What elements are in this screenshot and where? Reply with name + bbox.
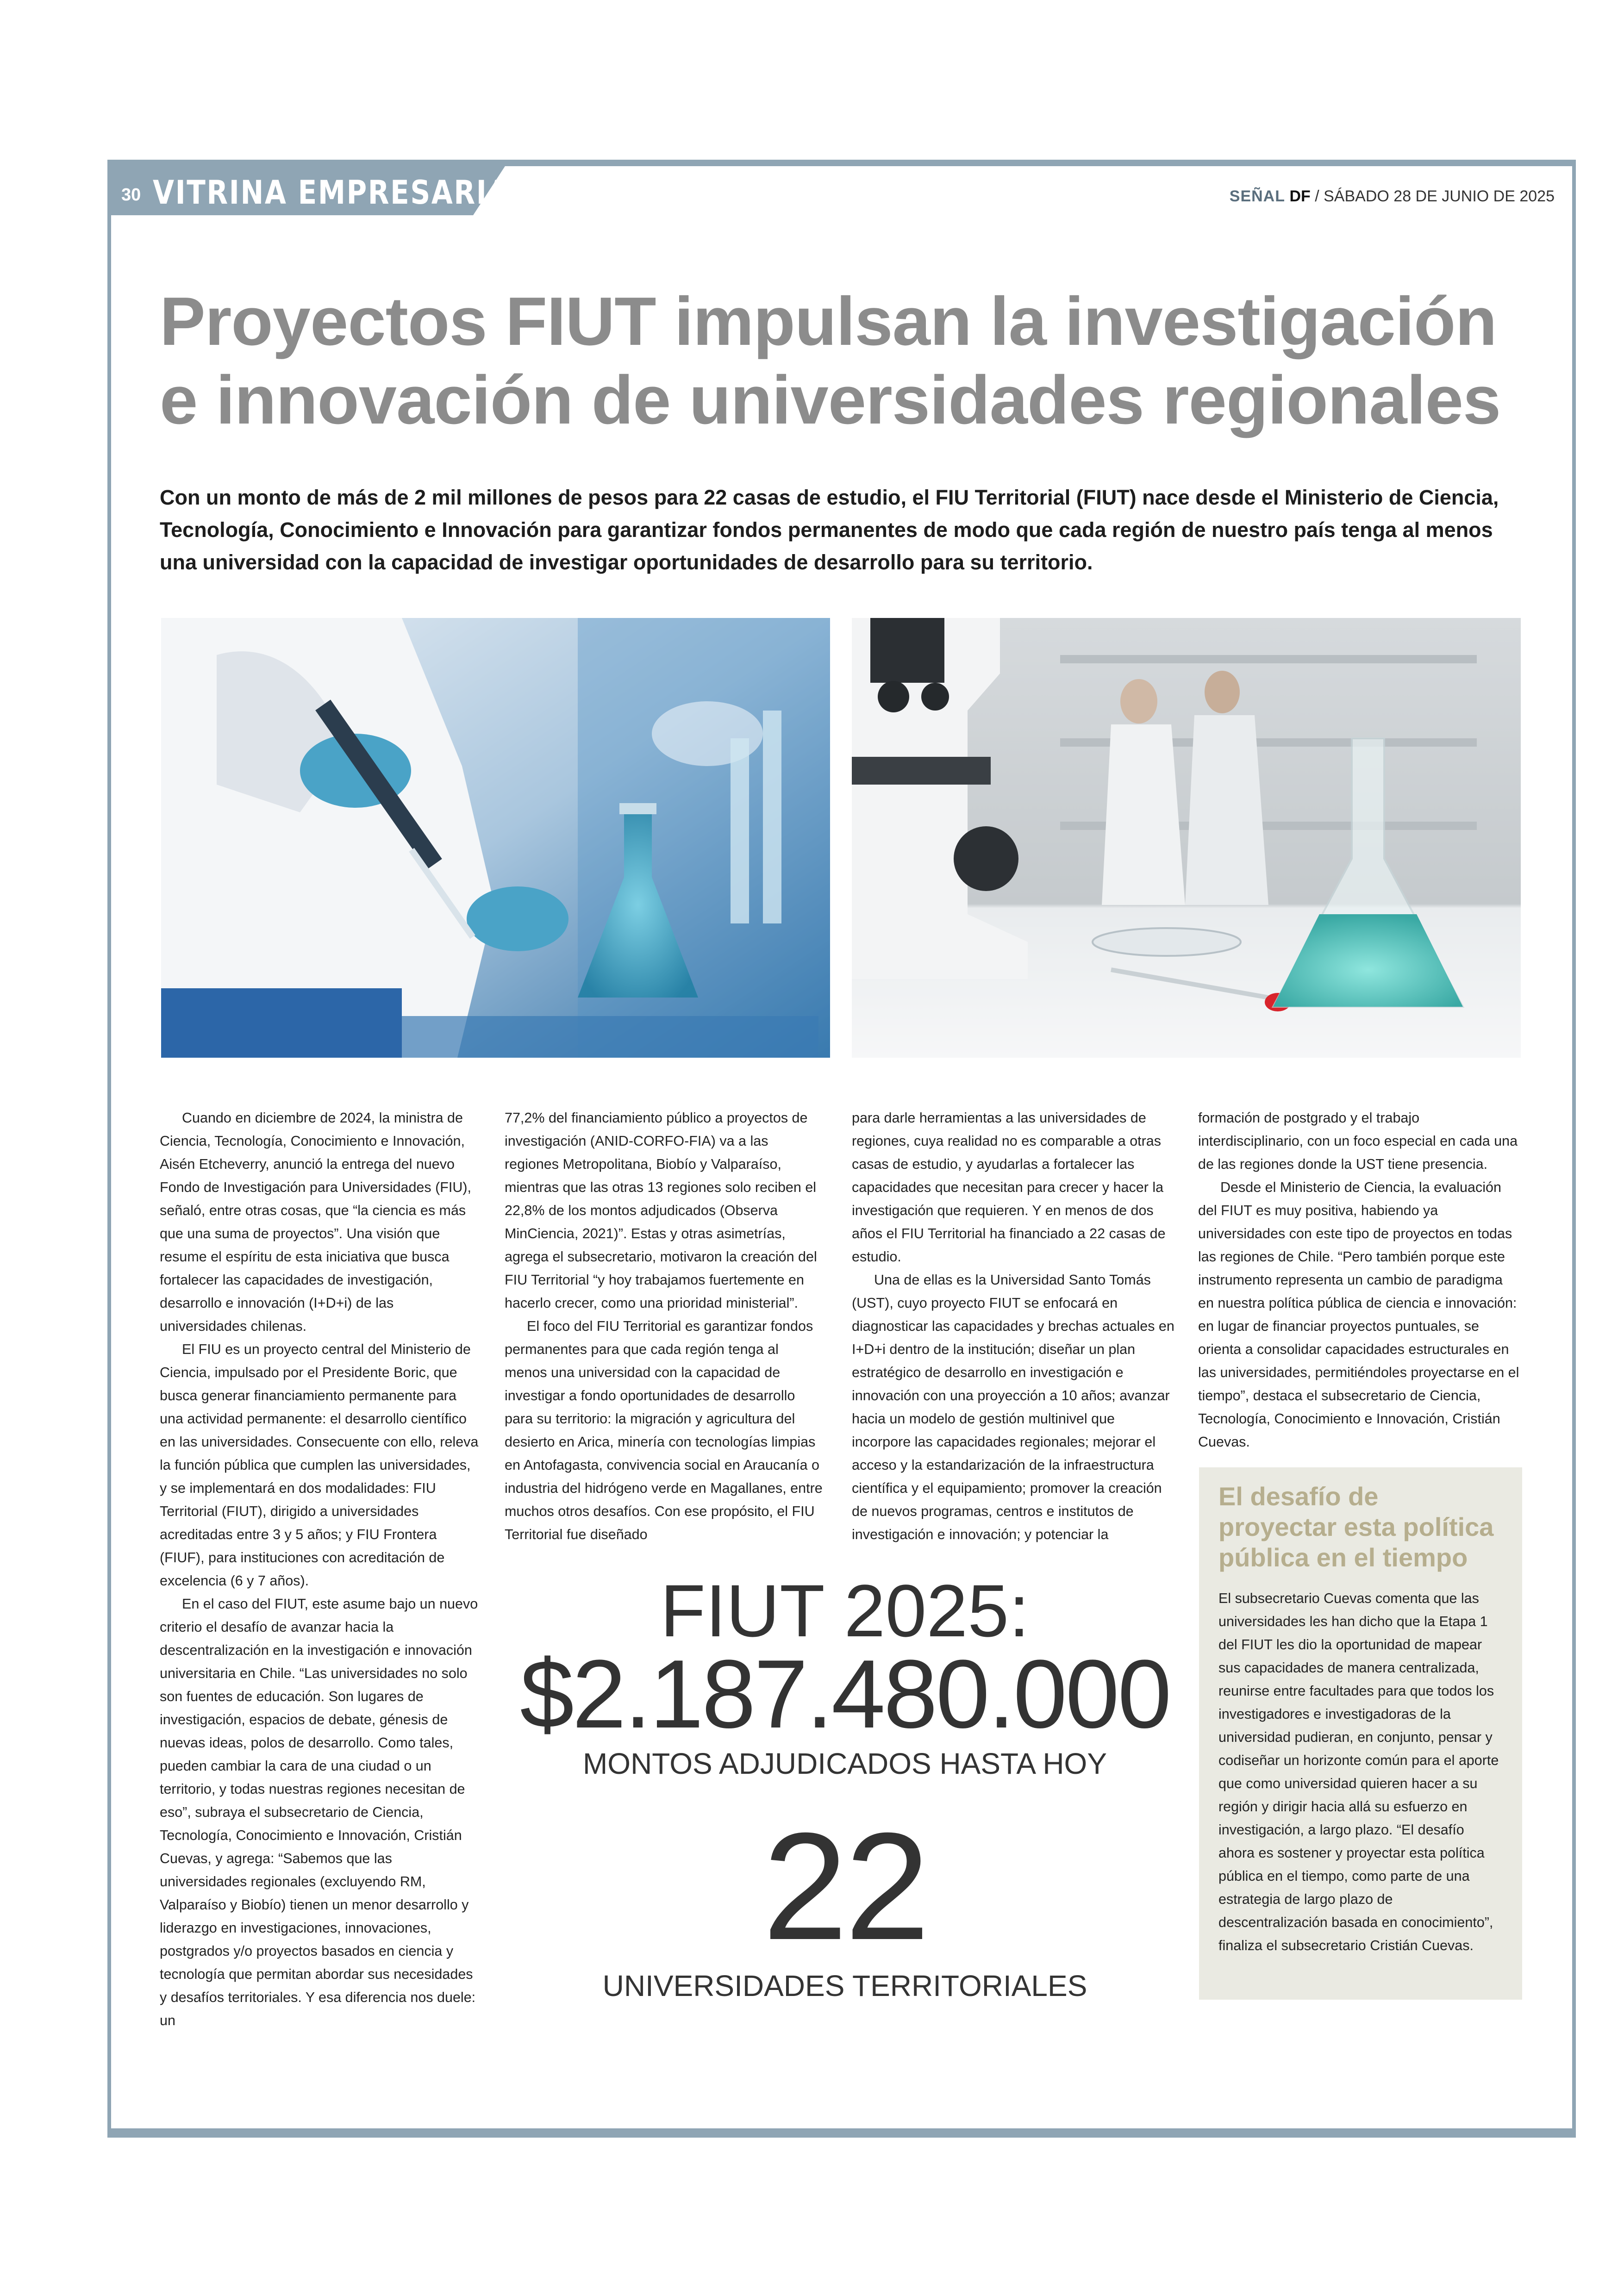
paragraph: Desde el Ministerio de Ciencia, la evaluación del FIUT es muy positiva, habiendo ya universidades con este tipo de proyectos en todas las regiones de Chile. “Pero también porque este instrumento representa un cambio de paradigma en nuestra política pública de ciencia e innovación: en lugar de financiar proyectos puntuales, se orienta a consolidar capacidades estructurales en las universidades, permitiéndoles proyectarse en el tiempo”, destaca el subsecretario de Ciencia, Tecnología, Conocimiento e Innovación, Cristián Cuevas.: [1198, 1179, 1519, 1450]
paragraph: El FIU es un proyecto central del Ministerio de Ciencia, impulsado por el Presidente Boric, que busca generar financiamiento permanente para una actividad permanente: el desarrollo científico en las universidades. Consecuente con ello, releva la función pública que cumplen las universidades, y se implementará en dos modalidades: FIU Territorial (FIUT), dirigido a universidades acreditadas entre 3 y 5 años; y FIU Frontera (FIUF), para instituciones con acreditación de excelencia (6 y 7 años).: [160, 1341, 479, 1589]
article-column-3: [852, 1106, 1176, 1546]
bottom-rule: [107, 2128, 1576, 2138]
microscope-lab-photo: [852, 618, 1521, 1058]
section-name: VITRINA EMPRESARIAL: [153, 174, 529, 212]
paragraph: En el caso del FIUT, este asume bajo un nuevo criterio el desafío de avanzar hacia la descentralización en la investigación e innovación universitaria en Chile. “Las universidades no solo son fuentes de educación. Son lugares de investigación, espacios de debate, génesis de nuevas ideas, polos de desarrollo. Como tales, pueden cambiar la cara de una ciudad o un territorio, y todas nuestras regiones necesitan de eso”, subraya el subsecretario de Ciencia, Tecnología, Conocimiento e Innovación, Cristián Cuevas, y agrega: “Sabemos que las universidades regionales (excluyendo RM, Valparaíso y Biobío) tienen un menor desarrollo y liderazgo en investigaciones, innovaciones, postgrados y/o proyectos basados en ciencia y tecnología que permitan abordar sus necesidades y desafíos territoriales. Y esa diferencia nos duele: un: [160, 1596, 478, 2028]
paragraph: Cuando en diciembre de 2024, la ministra de Ciencia, Tecnología, Conocimiento e Innovación, Aisén Etcheverry, anunció la entrega del nuevo Fondo de Investigación para Universidades (FIU), señaló, entre otras cosas, que “la ciencia es más que una suma de proyectos”. Una visión que resume el espíritu de esta iniciativa que busca fortalecer las capacidades de investigación, desarrollo e innovación (I+D+i) de las universidades chilenas.: [160, 1110, 472, 1334]
page-number: 30: [121, 185, 141, 205]
headline: [160, 282, 1502, 440]
article-column-1: [160, 1106, 479, 2032]
brand-df: DF: [1289, 187, 1311, 205]
headline-line-1: Proyectos FIUT impulsan la investigación: [160, 283, 1497, 360]
paragraph: para darle herramientas a las universidades de regiones, cuya realidad no es comparable a otras casas de estudio, y ayudarlas a fortalecer las capacidades que necesitan para crecer y hacer la investigación que requieren. Y en menos de dos años el FIU Territorial ha financiado a 22 casas de estudio.: [852, 1110, 1166, 1265]
issue-date: / SÁBADO 28 DE JUNIO DE 2025: [1315, 187, 1555, 205]
university-count: 22: [762, 1801, 927, 1971]
paragraph: 77,2% del financiamiento público a proyectos de investigación (ANID-CORFO-FIA) va a las regiones Metropolitana, Biobío y Valparaíso, mientras que las otras 13 regiones solo reciben el 22,8% de los montos adjudicados (Observa MinCiencia, 2021)”. Estas y otras asimetrías, agrega el subsecretario, motivaron la creación del FIU Territorial “y hoy trabajamos fuertemente en hacerlo crecer, como una prioridad ministerial”.: [505, 1110, 817, 1311]
article-column-4: [1198, 1106, 1522, 1453]
paragraph: Una de ellas es la Universidad Santo Tomás (UST), cuyo proyecto FIUT se enfocará en diagnosticar las capacidades y brechas actuales en I+D+i dentro de la institución; diseñar un plan estratégico de desarrollo en investigación e innovación con una proyección a 10 años; avanzar hacia un modelo de gestión multinivel que incorpore las capacidades regionales; mejorar el acceso y la estandarización de la infraestructura científica y el equipamiento; promover la creación de nuevos programas, centros e institutos de investigación e innovación; y potenciar la: [852, 1272, 1174, 1542]
article-column-2: [505, 1106, 824, 1546]
sidebar-title: El desafío de proyectar esta política pública en el tiempo: [1218, 1482, 1494, 1572]
sidebar-box: [1199, 1467, 1522, 2000]
sidebar-body: El subsecretario Cuevas comenta que las universidades les han dicho que la Etapa 1 del FIUT les dio la oportunidad de mapear sus capacidades de manera centralizada, reunirse entre facultades para que todos los investigadores e investigadoras de la universidad pudieran, en conjunto, pensar y codiseñar un horizonte común para el aporte que como universidad quieren hacer a su región y dirigir hacia allá su esfuerzo en investigación, a largo plazo. “El desafío ahora es sostener y proyectar esta política pública en el tiempo, como parte de una estrategia de largo plazo de descentralización basada en conocimiento”, finaliza el subsecretario Cristián Cuevas.: [1218, 1590, 1499, 1953]
paragraph: El foco del FIU Territorial es garantizar fondos permanentes para que cada región tenga al menos una universidad con la capacidad de investigar a fondo oportunidades de desarrollo para su territorio: la migración y agricultura del desierto en Arica, minería con tecnologías limpias en Antofagasta, convivencia social en Araucanía o industria del hidrógeno verde en Magallanes, entre muchos otros desafíos. Con ese propósito, el FIU Territorial fue diseñado: [505, 1318, 823, 1542]
headline-line-2: e innovación de universidades regionales: [160, 362, 1501, 438]
lead-paragraph: Con un monto de más de 2 mil millones de pesos para 22 casas de estudio, el FIU Territorial (FIUT) nace desde el Ministerio de Ciencia, Tecnología, Conocimiento e Innovación para garantizar fondos permanentes de modo que cada región de nuestro país tenga al menos una universidad con la capacidad de investigar oportunidades de desarrollo para su territorio.: [160, 486, 1499, 574]
awarded-amount: $2.187.480.000: [520, 1640, 1170, 1748]
university-count-label: UNIVERSIDADES TERRITORIALES: [602, 1969, 1087, 2002]
figures-title: FIUT 2025:: [660, 1569, 1030, 1652]
masthead: [1230, 187, 1555, 206]
brand-name: SEÑAL: [1229, 187, 1285, 205]
lab-researcher-photo: [161, 618, 830, 1058]
paragraph: formación de postgrado y el trabajo interdisciplinario, con un foco especial en cada una de las regiones donde la UST tiene presencia.: [1198, 1110, 1518, 1172]
awarded-amount-label: MONTOS ADJUDICADOS HASTA HOY: [582, 1747, 1107, 1780]
